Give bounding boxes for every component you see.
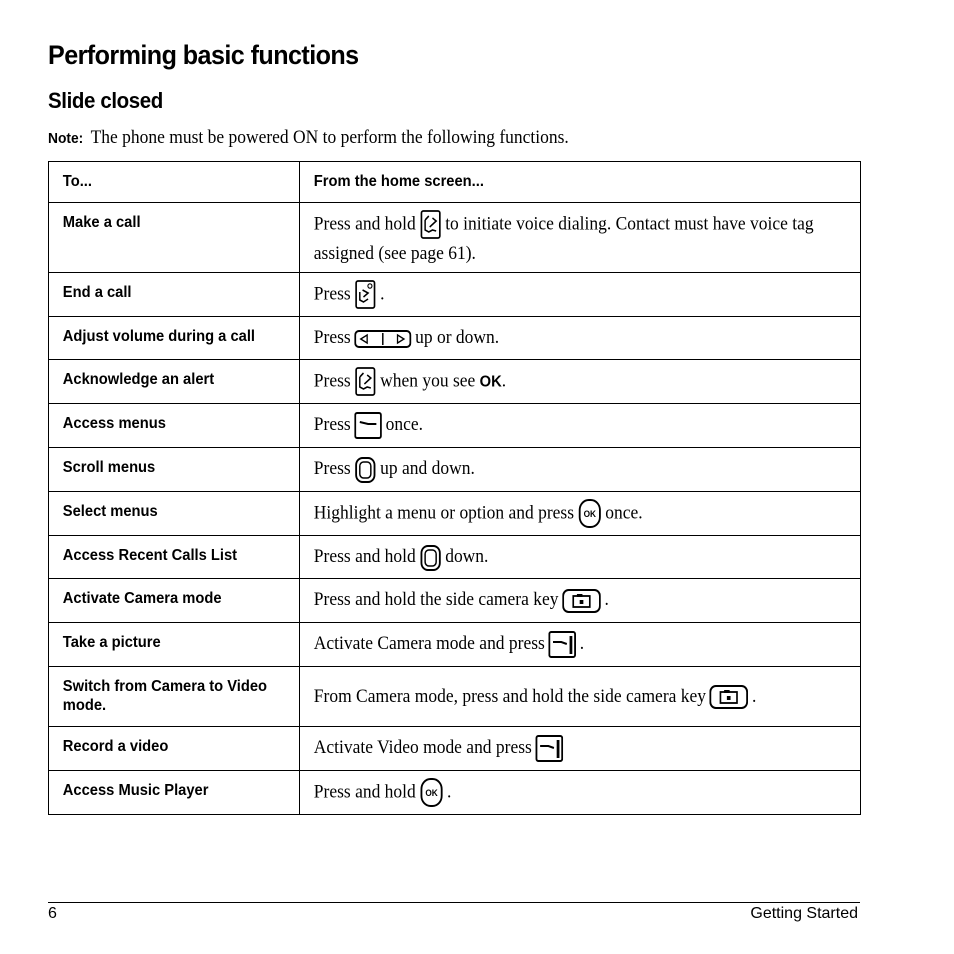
action-text	[300, 492, 864, 529]
action-text	[300, 623, 864, 658]
task-label: Access menus	[62, 415, 166, 432]
action-text-before: Highlight a menu or option and press	[313, 502, 575, 524]
table-row	[49, 360, 861, 404]
table-row	[49, 727, 861, 771]
nav-key-icon	[354, 456, 376, 484]
footer-section-name: Getting Started	[750, 905, 858, 922]
action-text-after: once.	[385, 414, 424, 435]
action-text-before: Press	[313, 458, 351, 479]
action-text-after: .	[579, 633, 585, 654]
right-softkey-icon	[549, 631, 577, 658]
action-text-before: Press	[313, 370, 351, 392]
action-text-after: down.	[445, 546, 489, 567]
volume-key-icon	[354, 329, 411, 349]
table-row	[49, 771, 861, 815]
task-label: Make a call	[62, 214, 141, 231]
task-label: Select menus	[62, 503, 158, 520]
task-label: Scroll menus	[62, 459, 156, 476]
action-text-before: Press and hold	[313, 213, 416, 235]
table-row	[49, 579, 861, 623]
note-text: The phone must be powered ON to perform the following functions.	[90, 127, 569, 148]
action-text	[300, 683, 864, 711]
action-text	[300, 536, 864, 572]
action-text-before: Activate Camera mode and press	[313, 633, 545, 654]
task-label: Take a picture	[62, 634, 161, 651]
action-text	[300, 317, 864, 351]
task-label: Acknowledge an alert	[62, 371, 215, 388]
table-row	[49, 492, 861, 536]
action-text	[300, 448, 864, 484]
task-label: Access Music Player	[62, 782, 209, 799]
camera-key-icon	[562, 588, 601, 614]
column-header-from: From the home screen...	[313, 173, 484, 190]
task-label: Access Recent Calls List	[62, 547, 238, 564]
action-text-after: .	[380, 283, 385, 305]
action-text	[300, 771, 864, 808]
note-label: Note:	[48, 130, 84, 147]
table-row	[49, 273, 861, 317]
task-label: Adjust volume during a call	[62, 328, 256, 345]
action-text-before: Press	[313, 283, 351, 305]
action-text	[300, 727, 864, 762]
table-row	[49, 536, 861, 579]
action-text-after: once.	[605, 502, 643, 524]
action-text	[300, 273, 864, 310]
action-text	[300, 404, 864, 439]
action-text-tail: .	[501, 370, 507, 392]
send-key-icon	[354, 367, 376, 397]
action-text-before: Press	[313, 414, 351, 435]
action-text-after: .	[447, 781, 452, 803]
action-text-after: to initiate voice dialing. Contact must have voice tag assigned (see page 61).	[313, 213, 814, 264]
column-header-to: To...	[62, 173, 92, 190]
table-row	[49, 317, 861, 360]
action-text-after: when you see	[380, 370, 476, 392]
right-softkey-icon	[536, 735, 564, 762]
left-softkey-icon	[354, 412, 382, 439]
task-label: Switch from Camera to Video mode.	[62, 678, 268, 714]
action-text	[300, 360, 864, 397]
action-text-after: up and down.	[380, 458, 475, 479]
action-text-before: Press and hold	[313, 781, 416, 803]
page-title: Performing basic functions	[48, 40, 359, 70]
table-row	[49, 404, 861, 448]
table-row	[49, 667, 861, 727]
action-text-after: up or down.	[415, 327, 500, 348]
action-text	[300, 579, 864, 614]
action-text-before: Activate Video mode and press	[313, 737, 532, 758]
end-key-icon	[354, 280, 376, 310]
section-title: Slide closed	[48, 88, 163, 113]
action-text-after: .	[752, 685, 757, 707]
table-row	[49, 623, 861, 667]
action-text-before: From Camera mode, press and hold the side camera key	[313, 685, 707, 707]
note	[48, 127, 569, 149]
ok-key-icon	[419, 778, 443, 808]
task-label: Activate Camera mode	[62, 590, 222, 607]
action-text-after: .	[604, 589, 609, 610]
footer-rule	[48, 902, 860, 903]
action-text	[300, 203, 864, 267]
send-key-icon	[419, 210, 441, 240]
nav-key-icon	[419, 544, 441, 572]
action-text-before: Press and hold the side camera key	[313, 589, 559, 610]
action-text-before: Press and hold	[313, 546, 416, 567]
task-label: End a call	[62, 284, 132, 301]
ok-display-text: OK	[479, 373, 502, 391]
camera-key-icon	[710, 684, 749, 710]
page-number: 6	[48, 905, 57, 922]
action-text-before: Press	[313, 327, 351, 348]
functions-table	[48, 161, 861, 815]
table-row	[49, 203, 861, 273]
ok-key-icon	[578, 499, 602, 529]
table-row	[49, 448, 861, 492]
table-header-row	[49, 162, 861, 203]
task-label: Record a video	[62, 738, 169, 755]
